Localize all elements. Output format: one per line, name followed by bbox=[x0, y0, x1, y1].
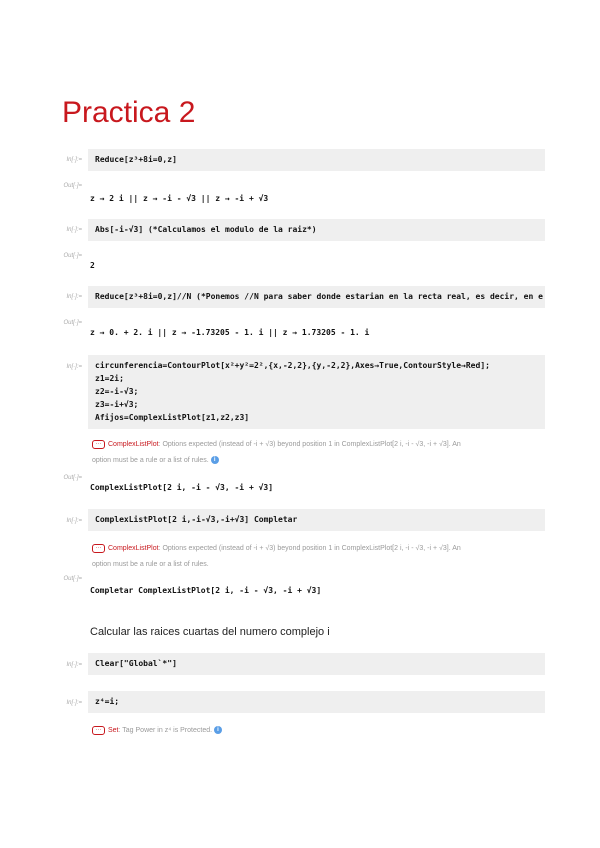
input-cell-4[interactable]: circunferencia=ContourPlot[x²+y²=2²,{x,-2,2},{y,-2,2},Axes→True,ContourStyle→Red]; z1=2i; z2=-i-√3; z3=-i+√3; Afijos=ComplexListPlot[z1,z2,z3] bbox=[88, 355, 545, 429]
message-body: : Tag Power in z⁴ is Protected. bbox=[118, 727, 213, 734]
output-cell-4: ComplexListPlot[2 i, -i - √3, -i + √3] bbox=[90, 483, 274, 492]
ellipsis-icon[interactable]: ··· bbox=[92, 440, 105, 449]
input-cell-2[interactable]: Abs[-i-√3] (*Calculamos el modulo de la raiz*) bbox=[88, 219, 545, 241]
out-label: Out[·]= bbox=[63, 253, 82, 259]
ellipsis-icon[interactable]: ··· bbox=[92, 726, 105, 735]
output-cell-2: 2 bbox=[90, 261, 95, 270]
in-label: In[·]:= bbox=[66, 294, 82, 300]
page-title: Practica 2 bbox=[62, 96, 196, 129]
ellipsis-icon[interactable]: ··· bbox=[92, 544, 105, 553]
info-icon[interactable]: i bbox=[214, 726, 222, 734]
output-cell-5: Completar ComplexListPlot[2 i, -i - √3, -i + √3] bbox=[90, 586, 322, 595]
message-body: : Options expected (instead of -i + √3) beyond position 1 in ComplexListPlot[2 i, -i - √3, -i + √3]. An bbox=[158, 441, 461, 448]
info-icon[interactable]: i bbox=[211, 456, 219, 464]
message-cell-5 bbox=[92, 541, 532, 573]
output-cell-3: z → 0. + 2. i || z → -1.73205 - 1. i || z → 1.73205 - 1. i bbox=[90, 328, 370, 337]
in-label: In[·]:= bbox=[66, 364, 82, 370]
input-cell-5[interactable]: ComplexListPlot[2 i,-i-√3,-i+√3] Completar bbox=[88, 509, 545, 531]
input-cell-6[interactable]: Clear["Global`*"] bbox=[88, 653, 545, 675]
input-cell-7[interactable]: z⁴=i; bbox=[88, 691, 545, 713]
message-cell-4 bbox=[92, 437, 532, 469]
in-label: In[·]:= bbox=[66, 662, 82, 668]
out-label: Out[·]= bbox=[63, 320, 82, 326]
message-body-2: option must be a rule or a list of rules. bbox=[92, 457, 209, 464]
in-label: In[·]:= bbox=[66, 518, 82, 524]
in-label: In[·]:= bbox=[66, 227, 82, 233]
out-label: Out[·]= bbox=[63, 576, 82, 582]
in-label: In[·]:= bbox=[66, 700, 82, 706]
input-cell-3[interactable]: Reduce[z³+8i=0,z]//N (*Ponemos //N para saber donde estarian en la recta real, es decir, en e bbox=[88, 286, 545, 308]
message-cell-7 bbox=[92, 723, 532, 739]
input-cell-1[interactable]: Reduce[z³+8i=0,z] bbox=[88, 149, 545, 171]
message-body: : Options expected (instead of -i + √3) beyond position 1 in ComplexListPlot[2 i, -i - √3, -i + √3]. An bbox=[158, 545, 461, 552]
message-head[interactable]: Set bbox=[108, 727, 119, 734]
message-head[interactable]: ComplexListPlot bbox=[108, 545, 159, 552]
out-label: Out[·]= bbox=[63, 183, 82, 189]
out-label: Out[·]= bbox=[63, 475, 82, 481]
text-cell: Calcular las raices cuartas del numero complejo i bbox=[90, 626, 330, 638]
output-cell-1: z → 2 i || z → -i - √3 || z → -i + √3 bbox=[90, 194, 269, 203]
message-body-2: option must be a rule or a list of rules. bbox=[92, 561, 209, 568]
message-head[interactable]: ComplexListPlot bbox=[108, 441, 159, 448]
in-label: In[·]:= bbox=[66, 157, 82, 163]
